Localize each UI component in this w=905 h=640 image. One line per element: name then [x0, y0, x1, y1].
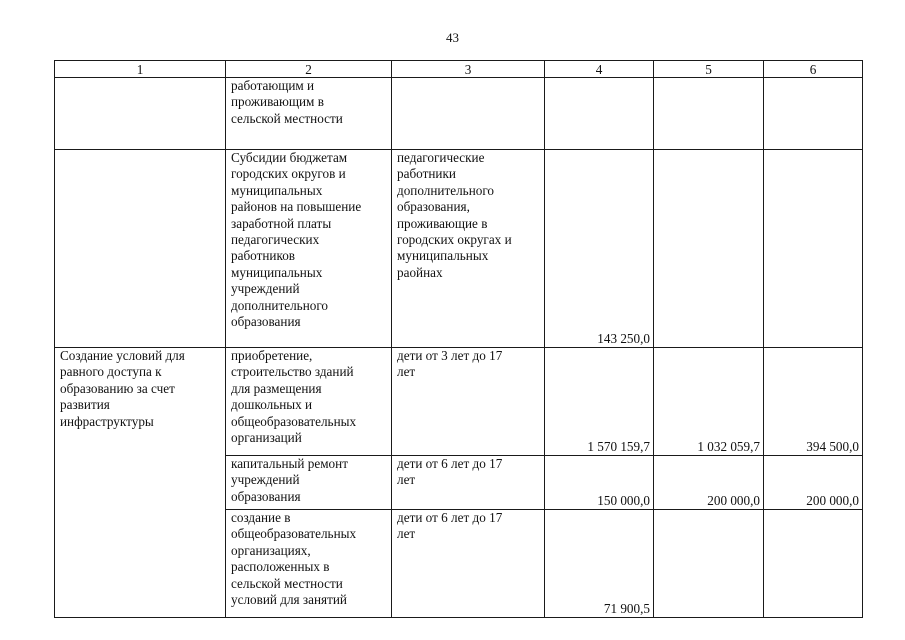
direction-cell: [55, 150, 226, 348]
measure-line: организациях,: [231, 542, 311, 558]
measure-line: учреждений: [231, 472, 300, 488]
measure-line: капитальный ремонт: [231, 456, 348, 471]
category-line: лет: [397, 364, 416, 380]
value-col6-cell: 394 500,0: [764, 348, 863, 456]
value-col6-cell: [764, 150, 863, 348]
direction-line: Создание условий для: [60, 348, 185, 363]
measure-line: общеобразовательных: [231, 526, 357, 542]
category-line: работники: [397, 166, 456, 182]
measure-line: приобретение,: [231, 348, 313, 363]
value-col6-cell: [764, 510, 863, 618]
table-row: [55, 78, 863, 150]
page-number: 43: [446, 30, 459, 45]
column-header-1: 1: [55, 61, 226, 78]
measure-line: условий для занятий: [231, 592, 347, 608]
direction-line: равного доступа к: [60, 364, 162, 380]
category-line: дети от 3 лет до 17: [397, 348, 503, 363]
value-col5-cell: 200 000,0: [654, 456, 764, 510]
measure-line: работников: [231, 248, 296, 264]
category-cell: [392, 456, 545, 510]
measure-line: расположенных в: [231, 559, 330, 575]
measure-line: педагогических: [231, 232, 320, 248]
direction-cell: [55, 348, 226, 618]
measure-line: городских округов и: [231, 166, 346, 182]
value-col4-cell: 143 250,0: [545, 150, 654, 348]
measure-cell: [226, 150, 392, 348]
measure-line: муниципальных: [231, 264, 323, 280]
direction-cell: [55, 78, 226, 150]
measure-line: образования: [231, 488, 301, 504]
category-cell: [392, 510, 545, 618]
category-line: дети от 6 лет до 17: [397, 456, 503, 471]
measure-cell: [226, 348, 392, 456]
value-col4-cell: 1 570 159,7: [545, 348, 654, 456]
value-col5-cell: [654, 510, 764, 618]
category-cell: [392, 348, 545, 456]
column-header-4: 4: [545, 61, 654, 78]
direction-line: образованию за счет: [60, 380, 175, 396]
category-line: проживающие в: [397, 215, 488, 231]
direction-line: развития: [60, 397, 110, 413]
value-col4-cell: 71 900,5: [545, 510, 654, 618]
budget-table: [54, 60, 863, 618]
measure-cell: [226, 456, 392, 510]
column-header-5: 5: [654, 61, 764, 78]
measure-line: дополнительного: [231, 297, 329, 313]
measure-line: сельской местности: [231, 110, 343, 126]
column-number-row: [55, 61, 863, 78]
category-cell: [392, 150, 545, 348]
measure-line: общеобразовательных: [231, 413, 357, 429]
value-col6-cell: 200 000,0: [764, 456, 863, 510]
measure-line: образования: [231, 314, 301, 330]
category-line: дополнительного: [397, 182, 495, 198]
direction-line: инфраструктуры: [60, 413, 154, 429]
table-row: [55, 348, 863, 456]
measure-line: учреждений: [231, 281, 300, 297]
column-header-2: 2: [226, 61, 392, 78]
measure-line: создание в: [231, 510, 291, 525]
measure-line: строительство зданий: [231, 364, 354, 380]
category-line: лет: [397, 526, 416, 542]
category-line: лет: [397, 472, 416, 488]
measure-line: организаций: [231, 430, 302, 446]
value-col5-cell: [654, 78, 764, 150]
category-cell: [392, 78, 545, 150]
category-line: городских округах и: [397, 232, 512, 248]
value-col4-cell: 150 000,0: [545, 456, 654, 510]
measure-line: муниципальных: [231, 182, 323, 198]
category-line: муниципальных: [397, 248, 489, 264]
measure-line: Субсидии бюджетам: [231, 150, 348, 165]
column-header-3: 3: [392, 61, 545, 78]
measure-line: сельской местности: [231, 575, 343, 591]
category-line: педагогические: [397, 150, 485, 165]
category-line: раойнах: [397, 264, 443, 280]
value-col6-cell: [764, 78, 863, 150]
measure-cell: [226, 510, 392, 618]
measure-line: работающим и: [231, 78, 315, 93]
column-header-6: 6: [764, 61, 863, 78]
category-line: дети от 6 лет до 17: [397, 510, 503, 525]
measure-line: районов на повышение: [231, 199, 362, 215]
measure-line: проживающим в: [231, 94, 324, 110]
category-line: образования,: [397, 199, 470, 215]
value-col5-cell: 1 032 059,7: [654, 348, 764, 456]
value-col5-cell: [654, 150, 764, 348]
measure-line: для размещения: [231, 380, 322, 396]
measure-cell: [226, 78, 392, 150]
table-row: [55, 150, 863, 348]
measure-line: заработной платы: [231, 215, 332, 231]
value-col4-cell: [545, 78, 654, 150]
measure-line: дошкольных и: [231, 397, 313, 413]
